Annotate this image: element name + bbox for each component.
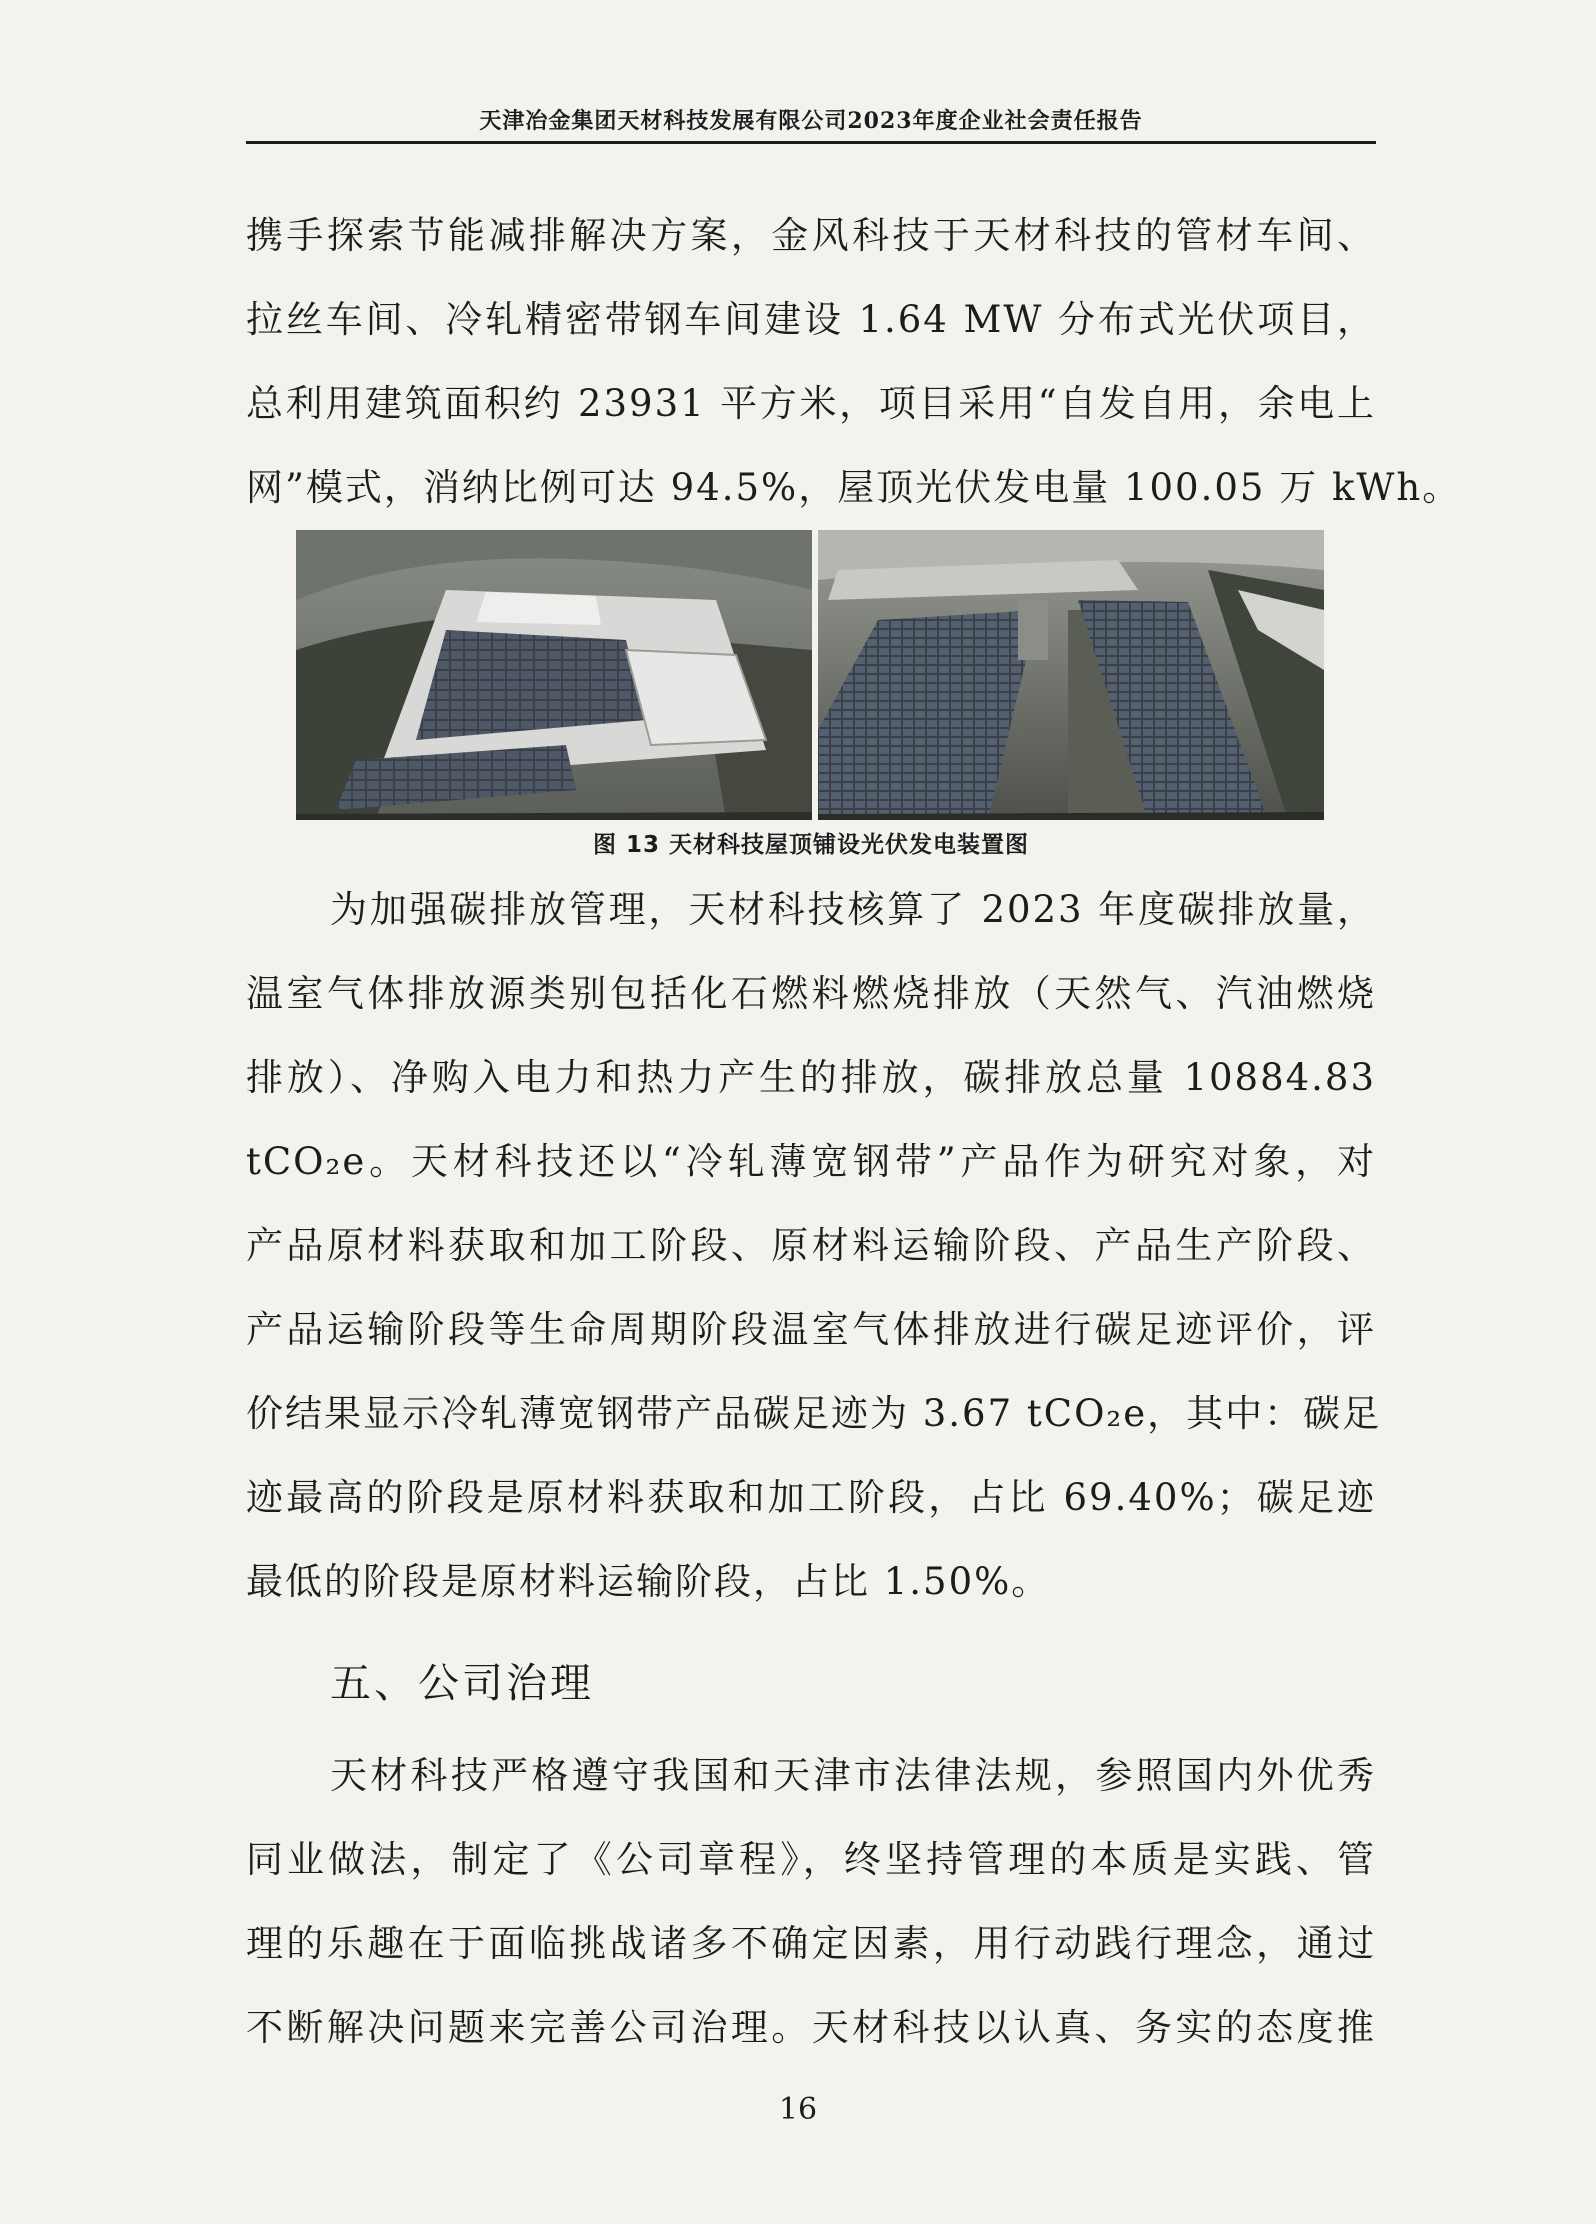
text-line: 产品运输阶段等生命周期阶段温室气体排放进行碳足迹评价，评 [246, 1308, 1376, 1351]
text-line: 温室气体排放源类别包括化石燃料燃烧排放（天然气、汽油燃烧 [246, 972, 1376, 1015]
text-line: 产品原材料获取和加工阶段、原材料运输阶段、产品生产阶段、 [246, 1224, 1376, 1267]
text-line: 天材科技严格遵守我国和天津市法律法规，参照国内外优秀 [330, 1754, 1376, 1797]
text-line: 为加强碳排放管理，天材科技核算了 2023 年度碳排放量， [330, 888, 1376, 931]
text-line: 迹最高的阶段是原材料获取和加工阶段，占比 69.40%；碳足迹 [246, 1476, 1376, 1519]
text-line: 理的乐趣在于面临挑战诸多不确定因素，用行动践行理念，通过 [246, 1922, 1376, 1965]
section-heading: 五、公司治理 [330, 1659, 594, 1707]
rooftop-solar-photo-right [818, 530, 1324, 820]
text-line: 价结果显示冷轧薄宽钢带产品碳足迹为 3.67 tCO₂e，其中：碳足 [246, 1392, 1382, 1435]
rooftop-solar-photo-left [296, 530, 812, 820]
figure-rooftop-solar [296, 530, 1324, 820]
figure-caption: 图 13 天材科技屋顶铺设光伏发电装置图 [592, 832, 1030, 858]
text-line: 同业做法，制定了《公司章程》，终坚持管理的本质是实践、管 [246, 1838, 1376, 1881]
running-header: 天津冶金集团天材科技发展有限公司2023年度企业社会责任报告 [479, 108, 1143, 134]
text-line: 总利用建筑面积约 23931 平方米，项目采用“自发自用，余电上 [246, 382, 1376, 425]
text-line: 不断解决问题来完善公司治理。天材科技以认真、务实的态度推 [246, 2006, 1376, 2049]
text-line: 排放）、净购入电力和热力产生的排放，碳排放总量 10884.83 [246, 1056, 1376, 1099]
text-line: 携手探索节能减排解决方案，金风科技于天材科技的管材车间、 [246, 214, 1376, 257]
paragraph-corporate-governance [246, 1734, 1376, 2070]
paragraph-solar-project [246, 194, 1462, 530]
page-number: 16 [778, 2092, 818, 2127]
header-rule [246, 141, 1376, 144]
text-line: 拉丝车间、冷轧精密带钢车间建设 1.64 MW 分布式光伏项目， [246, 298, 1376, 341]
text-line: tCO₂e。天材科技还以“冷轧薄宽钢带”产品作为研究对象，对 [246, 1140, 1376, 1183]
text-line: 最低的阶段是原材料运输阶段，占比 1.50%。 [246, 1560, 1051, 1603]
paragraph-carbon-emissions [246, 868, 1382, 1624]
text-line: 网”模式，消纳比例可达 94.5%，屋顶光伏发电量 100.05 万 kWh。 [246, 466, 1462, 509]
